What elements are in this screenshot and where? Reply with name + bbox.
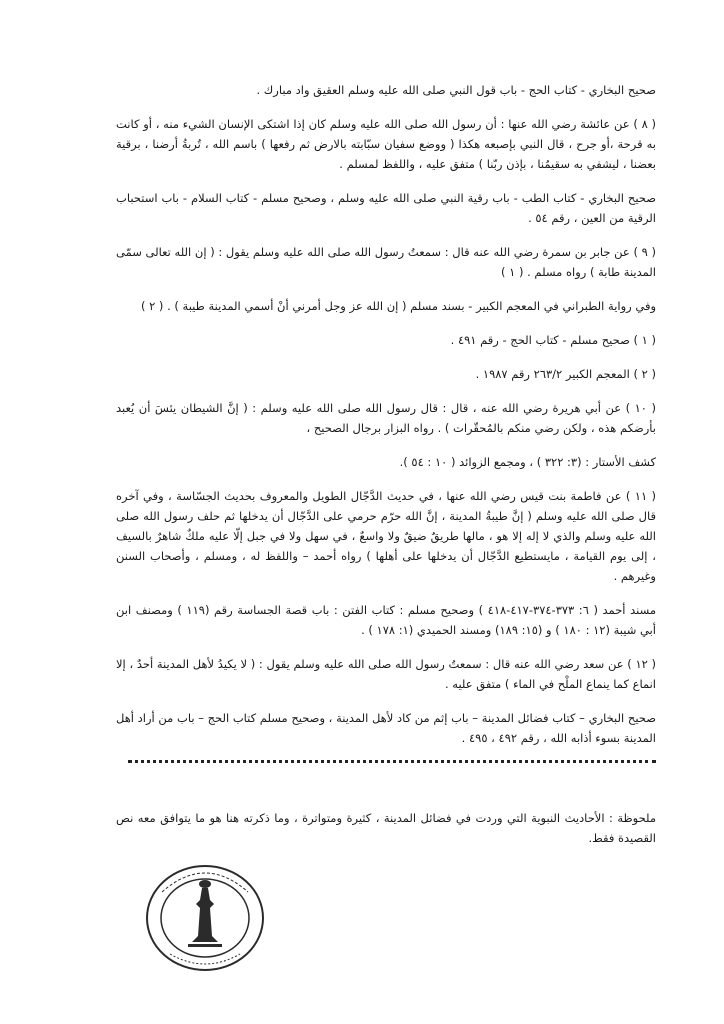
paragraph-bukhari-hajj-ref: صحيح البخاري - كتاب الحج - باب قول النبي صلى الله عليه وسلم العقيق واد مبارك .: [256, 83, 656, 97]
paragraph-hadith-11: ( ١١ ) عن فاطمة بنت قيس رضي الله عنها ، في حديث الدَّجّال الطويل والمعروف بحديث الجسّاسة ، وفي آخره قال صلى الله عليه وسلم ( إنَّ طيبةُ المدينة ، إنَّ الله حرّم حرمي على الدَّجّال أن يدخلها ثم حلف رسول الله صلى الله عليه وسلم والذي لا إله إلا هو ، مالها طريقٌ ضيقٌ ولا واسعٌ ، في سهل ولا في جبل إلّا عليه ملكٌ شاهرٌ بالسيف ، إلى يوم القيامة ، مايستطيع الدَّجّال أن يدخلها على أهلها ) رواه أحمد – واللفظ له ، ومسلم ، وأصحاب السنن وغيرهم .: [116, 489, 656, 583]
dotted-separator: [128, 760, 656, 763]
footnote-1: ( ١ ) صحيح مسلم - كتاب الحج - رقم ٤٩١ .: [450, 333, 656, 347]
paragraph-hadith-10: ( ١٠ ) عن أبي هريرة رضي الله عنه ، قال : قال رسول الله صلى الله عليه وسلم : ( إنَّ الشيطان يئسَ أن يُعبد بأرضكم هذه ، ولكن رضي منكم بالمُحقّرات ) . رواه البزار برجال الصحيح ،: [116, 401, 656, 435]
paragraph-hadith-12: ( ١٢ ) عن سعد رضي الله عنه قال : سمعتُ رسول الله صلى الله عليه وسلم يقول : ( لا يكيدُ لأهل المدينة أحدٌ ، إلا انماع كما ينماع الملْح في الماء ) متفق عليه .: [116, 657, 656, 691]
body-text: [116, 80, 656, 762]
note-paragraph: ملحوظة : الأحاديث النبوية التي وردت في فضائل المدينة ، كثيرة ومتواترة ، وما ذكرته هنا هو ما يتوافق معه نص القصيدة فقط.: [116, 811, 656, 845]
paragraph-hadith-9: ( ٩ ) عن جابر بن سمرة رضي الله عنه قال : سمعتُ رسول الله صلى الله عليه وسلم يقول : ( إن الله تعالى سمّى المدينة طابة ) رواه مسلم . ( ١ ): [116, 245, 656, 279]
paragraph-tabarani: وفي رواية الطبراني في المعجم الكبير - بسند مسلم ( إن الله عز وجل أمرني أنْ أسمي المدينة طيبة ) . ( ٢ ): [140, 299, 656, 313]
paragraph-hadith-11-ref: مسند أحمد ( ٦: ٣٧٣-٣٧٤-٤١٧-٤١٨ ) وصحيح مسلم : كتاب الفتن : باب قصة الجساسة رقم (١١٩ ) ومصنف ابن أبي شيبة (١٢ : ١٨٠ ) و (١٥: ١٨٩) ومسند الحميدي (١: ١٧٨ ) .: [116, 603, 656, 637]
paragraph-hadith-10-ref: كشف الأستار : (٣: ٣٢٢ ) ، ومجمع الزوائد ( ١٠ : ٥٤ ).: [399, 455, 656, 469]
paragraph-hadith-8: ( ٨ ) عن عائشة رضي الله عنها : أن رسول الله صلى الله عليه وسلم كان إذا اشتكى الإنسان الشيء منه ، أو كانت به قرحة ،أو جرح ، قال النبي بإصبعه هكذا ( ووضع سفيان سبّابته بالارض ثم رفعها ) باسم الله ، تُربةُ أرضنا ، برقية بعضنا ، ليشفي به سقيمُنا ، بإذن ربّنا ) متفق عليه ، واللفظ لمسلم .: [116, 117, 656, 171]
paragraph-hadith-8-ref: صحيح البخاري - كتاب الطب - باب رقية النبي صلى الله عليه وسلم ، وصحيح مسلم - كتاب السلام - باب استحباب الرقية من العين ، رقم ٥٤ .: [116, 191, 656, 225]
footnote-2: ( ٢ ) المعجم الكبير ٢٦٣/٢ رقم ١٩٨٧ .: [475, 367, 656, 381]
official-stamp: [140, 858, 270, 976]
paragraph-hadith-12-ref: صحيح البخاري – كتاب فضائل المدينة – باب إثم من كاد لأهل المدينة ، وصحيح مسلم كتاب الحج – باب من أراد أهل المدينة بسوء أذابه الله ، رقم ٤٩٢ ، ٤٩٥ .: [116, 711, 656, 745]
